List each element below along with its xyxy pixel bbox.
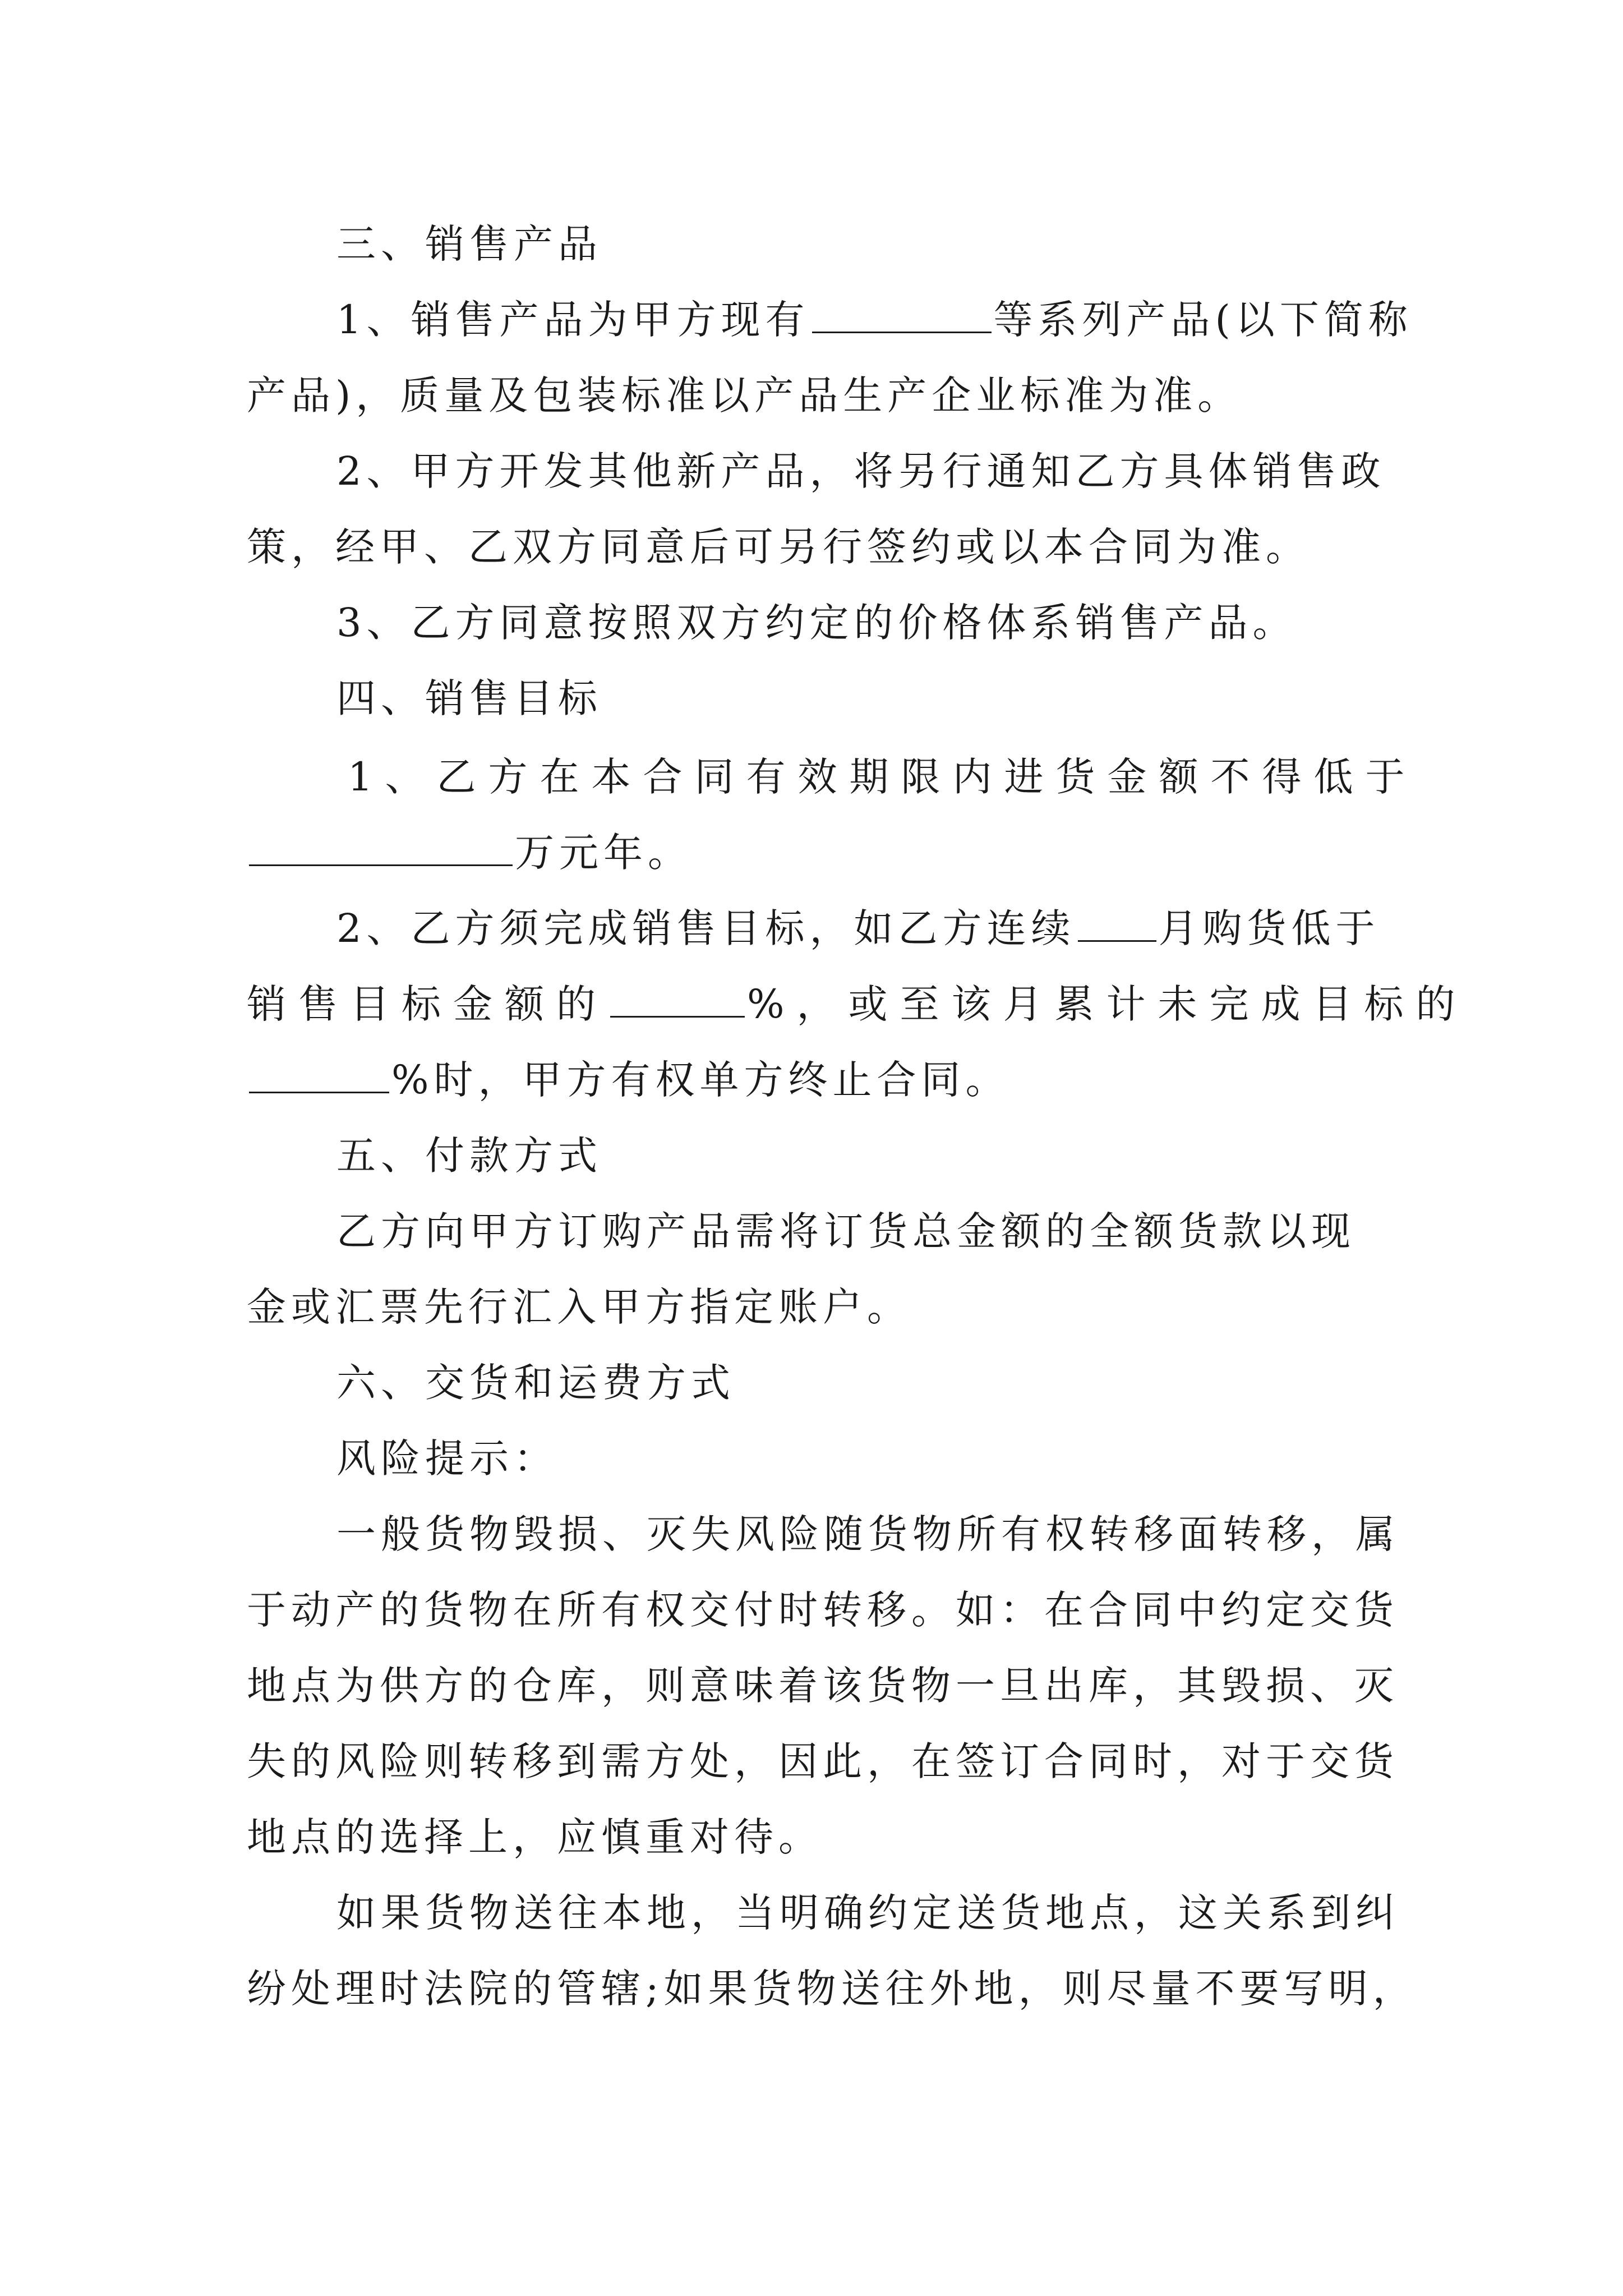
heading-text: 五、付款方式	[336, 1133, 602, 1179]
text-run: 2、乙方须完成销售目标，如乙方连续	[336, 905, 1076, 951]
text-run: 金或汇票先行汇入甲方指定账户。	[247, 1284, 911, 1330]
paragraph-line	[247, 825, 1391, 881]
paragraph-line	[348, 749, 1417, 805]
paragraph-line	[247, 1658, 1399, 1714]
text-run: 地点为供方的仓库，则意味着该货物一旦出库，其毁损、灭	[247, 1663, 1399, 1709]
paragraph-line	[247, 976, 1468, 1032]
text-run: 于动产的货物在所有权交付时转移。如：在合同中约定交货	[247, 1587, 1399, 1633]
text-run: 风险提示：	[336, 1435, 558, 1481]
paragraph-line	[247, 1279, 1391, 1335]
text-run: 1、乙方在本合同有效期限内进货金额不得低于	[348, 754, 1417, 800]
text-run: 1、销售产品为甲方现有	[336, 297, 810, 343]
text-run: 失的风险则转移到需方处，因此，在签订合同时，对于交货	[247, 1738, 1399, 1784]
text-run: 3、乙方同意按照双方约定的价格体系销售产品。	[336, 600, 1297, 646]
text-run: %，或至该月累计未完成目标的	[747, 981, 1468, 1027]
fill-in-blank	[249, 830, 513, 866]
section-heading-sales-products	[336, 216, 1391, 272]
text-run: 一般货物毁损、灭失风险随货物所有权转移面转移，属	[336, 1511, 1400, 1557]
section-heading-delivery	[336, 1355, 1391, 1411]
paragraph-line	[247, 1052, 1391, 1108]
text-run: %时，甲方有权单方终止合同。	[391, 1057, 1010, 1103]
fill-in-blank	[1078, 905, 1156, 942]
text-run: 如果货物送往本地，当明确约定送货地点，这关系到纠	[336, 1890, 1400, 1936]
section-heading-payment	[336, 1128, 1391, 1184]
fill-in-blank	[812, 297, 992, 333]
paragraph-line	[247, 1733, 1399, 1789]
paragraph-line	[336, 443, 1391, 499]
paragraph-line	[336, 1506, 1400, 1562]
text-run: 策，经甲、乙双方同意后可另行签约或以本合同为准。	[247, 524, 1310, 570]
text-run: 乙方向甲方订购产品需将订货总金额的全额货款以现	[336, 1208, 1355, 1254]
paragraph-line	[247, 367, 1391, 424]
text-run: 万元年。	[515, 830, 692, 876]
text-run: 销售目标金额的	[247, 981, 608, 1027]
risk-label	[336, 1430, 1391, 1487]
paragraph-line	[336, 900, 1391, 956]
heading-text: 三、销售产品	[336, 221, 602, 267]
paragraph-line	[247, 1582, 1399, 1638]
heading-text: 四、销售目标	[336, 675, 602, 721]
section-heading-sales-target	[336, 670, 1391, 726]
paragraph-line	[247, 1961, 1417, 2017]
paragraph-line	[336, 595, 1391, 651]
text-run: 产品)，质量及包装标准以产品生产企业标准为准。	[247, 372, 1242, 418]
text-run: 月购货低于	[1158, 905, 1380, 951]
fill-in-blank	[610, 981, 745, 1018]
paragraph-line	[247, 1809, 1391, 1865]
text-run: 等系列产品(以下简称	[993, 297, 1413, 343]
fill-in-blank	[249, 1057, 389, 1093]
text-run: 2、甲方开发其他新产品，将另行通知乙方具体销售政	[336, 448, 1386, 494]
text-run: 纷处理时法院的管辖;如果货物送往外地，则尽量不要写明，	[247, 1966, 1417, 2012]
paragraph-line	[247, 519, 1391, 575]
paragraph-line	[336, 1885, 1400, 1941]
text-run: 地点的选择上，应慎重对待。	[247, 1814, 823, 1860]
heading-text: 六、交货和运费方式	[336, 1360, 735, 1406]
paragraph-line	[336, 292, 1413, 348]
paragraph-line	[336, 1203, 1391, 1259]
